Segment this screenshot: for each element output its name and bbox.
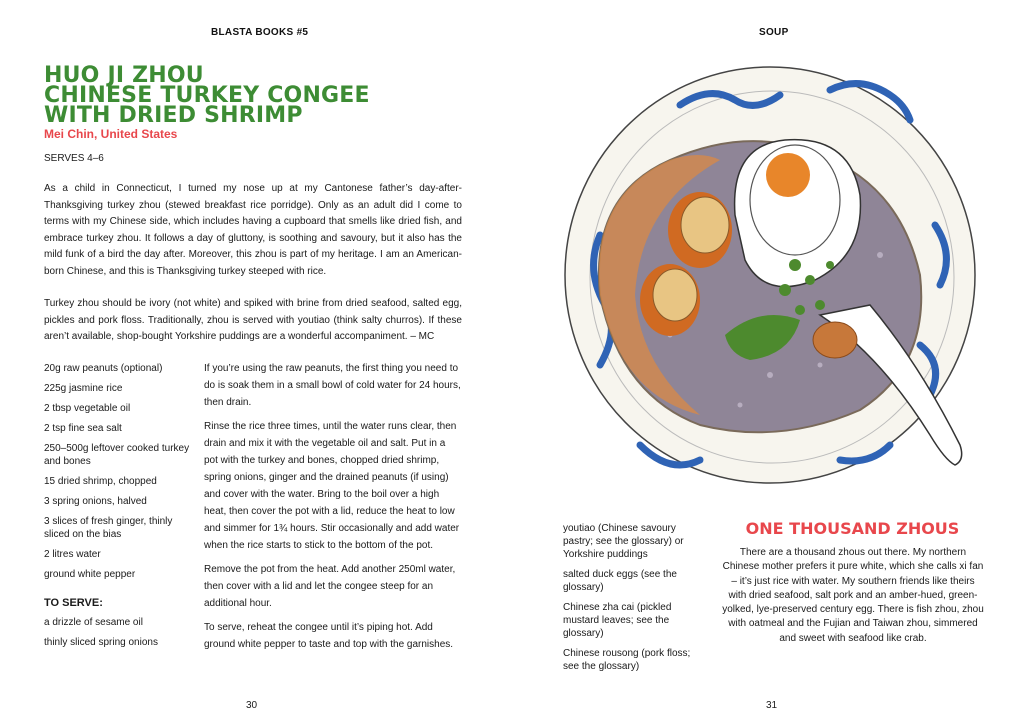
garnish-item: Chinese zha cai (pickled mustard leaves; see the glossary) (563, 602, 672, 639)
method-step: Remove the pot from the heat. Add another 250ml water, then cover with a lid and let the congee steep for an additional hour. (204, 564, 456, 609)
garnish-item: Chinese rousong (pork floss; see the glossary) (563, 648, 691, 672)
sidebar-title: ONE THOUSAND ZHOUS (745, 519, 960, 538)
ingredients-list (44, 362, 194, 588)
intro-paragraph: As a child in Connecticut, I turned my nose up at my Cantonese father’s day-after-Thanksgiving turkey zhou (stewed breakfast rice porridge). Only as an adult did I come to terms with my Chinese side, which includes having a cupboard that smells like dried fish, and embrace turkey zhou. It follows a day of gluttony, is soothing and savoury, but it also has the mild funk of a bird the day after. Moreover, this zhou is part of my heritage. I am an American-born Chinese, and this is Thanksgiving turkey steeped with rice. (44, 183, 462, 277)
sidebar-text: There are a thousand zhous out there. My northern Chinese mother prefers it pure white, which she calls xi fan – it’s just rice with water. My southern friends like theirs with dried seafood, salt pork and an amber-hued, green-yolked, lye-preserved century egg. There is fish zhou, zhou with oatmeal and the Fujian and Taiwan zhou, simmered and sweet with seafood like crab. (722, 547, 984, 644)
garnish-list (563, 522, 708, 680)
title-line: CHINESE TURKEY CONGEE (44, 83, 370, 108)
running-head-right: SOUP (759, 27, 789, 38)
garnish-item: youtiao (Chinese savoury pastry; see the glossary) or Yorkshire puddings (563, 523, 684, 560)
ingredient-item: 3 slices of fresh ginger, thinly sliced on the bias (44, 516, 173, 540)
page-number-right: 31 (766, 700, 778, 711)
congee-bowl-illustration (560, 65, 980, 495)
to-serve-item: a drizzle of sesame oil (44, 617, 143, 628)
method-steps (204, 360, 461, 660)
method-step: To serve, reheat the congee until it’s piping hot. Add ground white pepper to taste and top with the garnishes. (204, 622, 454, 650)
ingredient-item: ground white pepper (44, 569, 136, 580)
to-serve-item: thinly sliced spring onions (44, 637, 158, 648)
ingredient-item: 225g jasmine rice (44, 383, 123, 394)
intro-paragraph: Turkey zhou should be ivory (not white) and spiked with brine from dried seafood, salted egg, pickles and pork floss. Traditionally, zhou is served with youtiao (think salty churros). If these aren’t available, shop-bought Yorkshire puddings are a wonderful accompaniment. – MC (44, 298, 462, 342)
intro-text (44, 181, 462, 362)
running-head-left: BLASTA BOOKS #5 (211, 27, 309, 38)
page-number-left: 30 (246, 700, 258, 711)
ingredient-item: 2 tsp fine sea salt (44, 423, 122, 434)
ingredient-item: 2 litres water (44, 549, 101, 560)
author-byline: Mei Chin, United States (44, 127, 178, 141)
pork-floss-icon (813, 322, 857, 358)
to-serve-list (44, 616, 194, 656)
ingredient-item: 250–500g leftover cooked turkey and bones (44, 443, 190, 467)
to-serve-heading: TO SERVE: (44, 597, 103, 609)
title-line: HUO JI ZHOU (44, 63, 204, 88)
serves-label: SERVES 4–6 (44, 153, 104, 164)
method-step: Rinse the rice three times, until the water runs clear, then drain and mix it with the vegetable oil and salt. Put in a pot with the turkey and bones, chopped dried shrimp, spring onions, ginger and the drained peanuts (if using) and cover with the water. Bring to the boil over a high heat, then cover the pot with a lid, reduce the heat to low and simmer for 1¾ hours. Stir occasionally and add water when the rice starts to stick to the bottom of the pot. (204, 421, 460, 551)
ingredient-item: 2 tbsp vegetable oil (44, 403, 131, 414)
ingredient-item: 20g raw peanuts (optional) (44, 363, 163, 374)
ingredient-item: 3 spring onions, halved (44, 496, 147, 507)
ingredient-item: 15 dried shrimp, chopped (44, 476, 157, 487)
title-line: WITH DRIED SHRIMP (44, 103, 303, 128)
recipe-title (44, 63, 384, 128)
garnish-item: salted duck eggs (see the glossary) (563, 569, 677, 593)
method-step: If you’re using the raw peanuts, the first thing you need to do is soak them in a small bowl of cold water for 24 hours, then drain. (204, 363, 461, 408)
